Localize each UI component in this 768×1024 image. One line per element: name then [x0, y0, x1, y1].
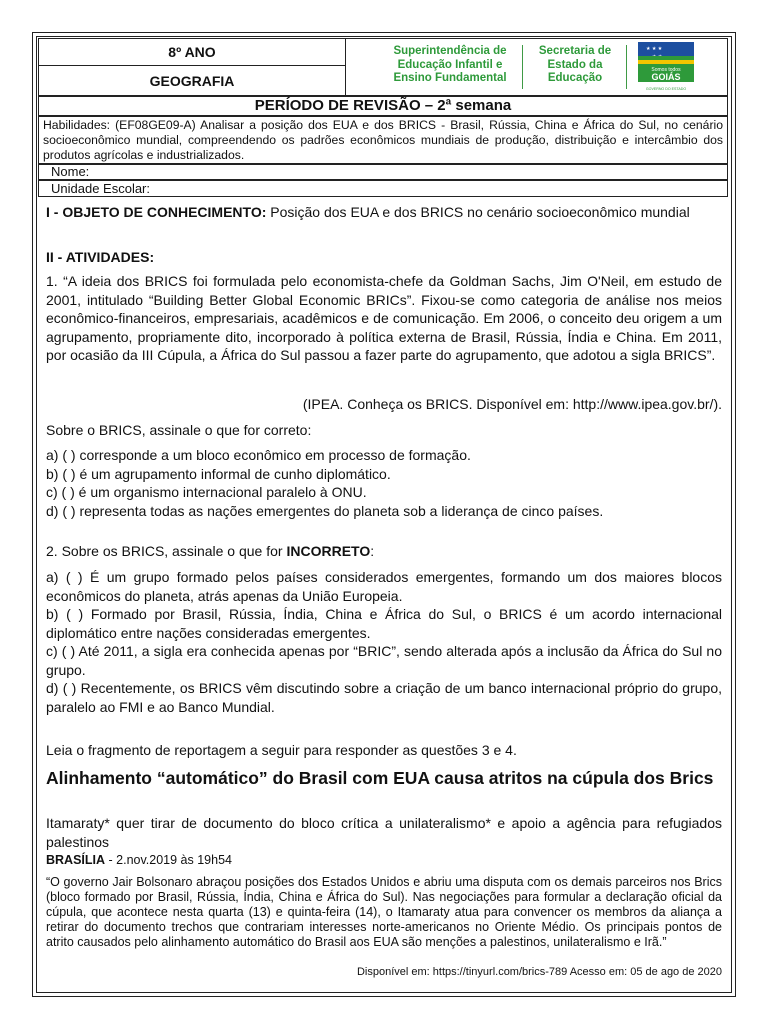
dateline-date: - 2.nov.2019 às 19h54 — [105, 853, 232, 867]
habilidades-text: Habilidades: (EF08GE09-A) Analisar a posição dos EUA e dos BRICS - Brasil, Rússia, China e África do Sul, no cenário socioeconômico mundial, compreendendo os padrões econômicos mundiais de produção, distribuição e intercâmbio dos produtos agrícolas e industrializados. — [38, 116, 728, 164]
objeto-text: Posição dos EUA e dos BRICS no cenário socioeconômico mundial — [266, 204, 690, 220]
q2-option-b[interactable]: b) ( ) Formado por Brasil, Rússia, Índia, China e África do Sul, o BRICS é um acordo internacional diplomático entre nações consideradas emergentes. — [46, 606, 722, 641]
goias-flag-logo — [638, 42, 694, 94]
q2-prompt — [46, 542, 722, 561]
header-table — [38, 38, 728, 96]
q1-option-a[interactable]: a) ( ) corresponde a um bloco econômico em processo de formação. — [46, 447, 471, 463]
subject-cell: GEOGRAFIA — [38, 66, 346, 96]
logo-divider — [626, 45, 627, 89]
article-subhead: Itamaraty* quer tirar de documento do bloco crítica a unilateralismo* e apoio a agência para refugiados palestinos — [46, 815, 722, 850]
atividades-heading — [46, 248, 722, 267]
article-body: “O governo Jair Bolsonaro abraçou posições dos Estados Unidos e abriu uma disputa com os demais parceiros nos Brics (bloco formado por Brasil, Rússia, Índia, China e África do Sul). Nas negociações para formular a declaração oficial da cúpula, que acontece nesta quarta (13) e quinta-feira (14), o Itamaraty atua para convencer os membros da aliança a retirar do documento trechos que contrariam interesses norte-americanos no Oriente Médio. Os principais pontos de atrito causados pelo alinhamento automático do Brasil aos EUA são menções a palestinos, unilateralismo e Irã.” — [46, 875, 722, 949]
grade-cell: 8º ANO — [38, 38, 346, 66]
secretaria-logo-text: Secretaria de Estado da Educação — [538, 45, 612, 84]
article-source: Disponível em: https://tinyurl.com/brics-789 Acesso em: 05 de ago de 2020 — [356, 966, 722, 978]
q1-source: (IPEA. Conheça os BRICS. Disponível em: http://www.ipea.gov.br/). — [302, 396, 722, 412]
goias-small-text: Somos todos — [651, 67, 681, 73]
q2-prompt-start: 2. Sobre os BRICS, assinale o que for — [46, 543, 287, 559]
dateline-city: BRASÍLIA — [46, 853, 106, 867]
q2-prompt-end: : — [370, 543, 375, 559]
q1-prompt: Sobre o BRICS, assinale o que for correto: — [46, 422, 312, 438]
q1-option-d[interactable]: d) ( ) representa todas as nações emergentes do planeta sob a liderança de cinco países. — [46, 502, 604, 519]
atividades-label: II - ATIVIDADES: — [46, 249, 155, 265]
q2-prompt-bold: INCORRETO — [286, 543, 371, 559]
q1-option-b[interactable]: b) ( ) é um agrupamento informal de cunho diplomático. — [46, 465, 391, 482]
periodo-title: PERÍODO DE REVISÃO – 2ª semana — [38, 96, 728, 116]
logo-area — [346, 38, 728, 96]
q2-option-a[interactable]: a) ( ) É um grupo formado pelos países considerados emergentes, formando um dos maiores blocos econômicos do planeta, atrás apenas da União Europeia. — [46, 569, 722, 604]
article-headline: Alinhamento “automático” do Brasil com EUA causa atritos na cúpula dos Brics — [46, 768, 714, 788]
superintendencia-logo-text: Superintendência de Educação Infantil e Ensino Fundamental — [393, 45, 507, 84]
article-dateline — [46, 853, 722, 868]
q2-option-d[interactable]: d) ( ) Recentemente, os BRICS vêm discutindo sobre a criação de um banco internacional próprio do grupo, paralelo ao FMI e ao Banco Mundial. — [46, 680, 722, 715]
svg-text:★ ★ ★: ★ ★ ★ — [646, 46, 663, 52]
q2-options — [46, 568, 722, 716]
objeto-section — [46, 203, 722, 222]
leia-instruction: Leia o fragmento de reportagem a seguir para responder as questões 3 e 4. — [46, 742, 517, 758]
q2-option-c[interactable]: c) ( ) Até 2011, a sigla era conhecida apenas por “BRIC”, sendo alterada após a inclusão da África do Sul no grupo. — [46, 643, 722, 678]
q1-option-c[interactable]: c) ( ) é um organismo internacional paralelo à ONU. — [46, 484, 367, 500]
unidade-escolar-field: Unidade Escolar: — [38, 180, 728, 197]
logo-divider — [522, 45, 523, 89]
goias-tag-text: GOVERNO DO ESTADO — [645, 87, 687, 91]
goias-big-text: GOIÁS — [651, 72, 681, 82]
q1-options — [46, 446, 722, 520]
objeto-label: I - OBJETO DE CONHECIMENTO: — [46, 204, 267, 220]
q1-text: 1. “A ideia dos BRICS foi formulada pelo economista-chefe da Goldman Sachs, Jim O'Neil, em estudo de 2001, intitulado “Building Better Global Economic BRICs”. Fixou-se como categoria de análise nos meios econômico-financeiros, empresariais, acadêmicos e de comunicação. Em 2006, o conceito deu origem a um agrupamento, propriamente dito, incorporado à política externa de Brasil, Rússia, Índia e China. Em 2011, por ocasião da III Cúpula, a África do Sul passou a fazer parte do agrupamento, que adotou a sigla BRICS”. — [46, 273, 722, 363]
nome-field: Nome: — [38, 164, 728, 180]
